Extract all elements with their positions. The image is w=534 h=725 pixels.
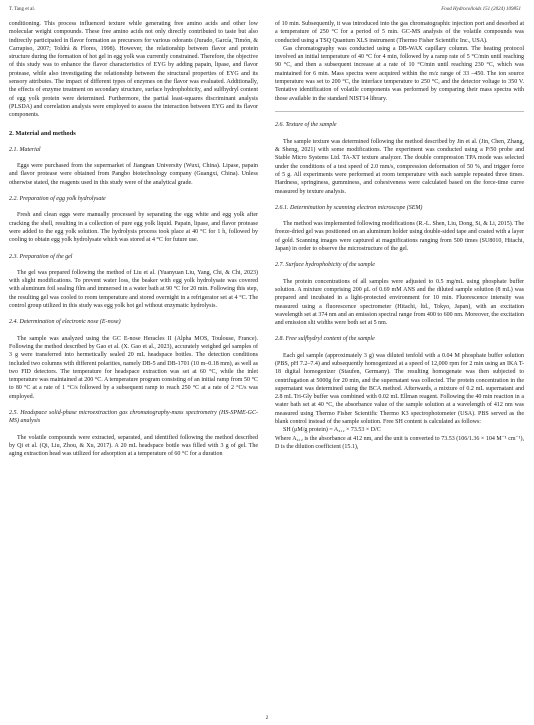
paragraph-2-4: The sample was analyzed using the GC E-nose Heracles II (Alpha MOS, Toulouse, France). Following the method described by Gao et al. (X. Gao et al., 2023), accurately weighed gel samples of 3 g were transferred into hermetically sealed 20 mL headspace bottles. The detection conditions included two columns with different polarities, namely DB-5 and DB-1701 (10 m–0.18 mm), as well as two FID detectors. The temperature for headspace extraction was set at 60 °C, while the inlet temperature was maintained at 200 °C. A temperature program consisting of an initial ramp from 50 °C to 80 °C at a rate of 1 °C/s followed by a subsequent ramp to reach 250 °C at a rate of 2 °C/s was employed. [9,335,258,400]
subsection-title-2-8: 2.8. Free sulfhydryl content of the sample [275,336,375,343]
section-title: 2. Material and methods [9,129,76,137]
paragraph-2-6: The sample texture was determined following the method described by Jin et al. (Jin, Chen, Zhang, & Sheng, 2021) with some modifications. The experiment was conducted using a P/50 probe and Stable Micro Systems Ltd. TA-XT texture analyzer. The double compression TPA mode was selected under the conditions of a test speed of 2.0 mm/s, compression deformation of 50 %, and trigger force of 5 g. All experiments were performed at room temperature with each sample repeated three times. Hardness, springiness, gumminess, and cohesiveness were calculated based on the force-time curve measured by texture analysis. [275,138,524,195]
left-column [9,20,258,458]
paragraph-2-7: The protein concentrations of all samples were adjusted to 0.5 mg/mL using phosphate buffer solution. A mixture comprising 200 μL of 0.69 mM ANS and the diluted sample solution (8 mL) was prepared and incubated in a light-protected environment for 10 min. Fluorescence intensity was measured using a fluorescence spectrometer (Hitachi, ltd., Tokyo, Japan), with an excitation wavelength set at 374 nm and an emission spectral range from 400 to 600 nm. Moreover, the excitation and emission slit widths were both set at 5 nm. [275,278,524,327]
subsection-title-2-3: 2.3. Preparation of the gel [9,253,73,260]
paragraph-2-1: Eggs were purchased from the supermarket of Jiangnan University (Wuxi, China). Lipase, papain and flavor protease were obtained from Pangbo biotechnology company (Guangxi, China). Unless otherwise stated, the reagents used in this study were of the analytical grade. [9,163,258,186]
continued-paragraph: of 10 min. Subsequently, it was introduced into the gas chromatographic injection port and desorbed at a temperature of 250 °C for a period of 5 min. GC-MS analysis of the volatile compounds was conducted using a TSQ Quantum XLS instrument (Thermo Fisher Scientific Inc., USA). [275,21,524,44]
paragraph-2-2: Fresh and clean eggs were manually processed by separating the egg white and egg yolk after cracking the shell, resulting in a collection of pure egg yolk liquid. Papain, lipase, and flavor protease were added to the egg yolk solution. The hydrolysis process took place at 40 °C for 1 h, followed by cooling to obtain egg yolk hydrolysate which was stored at 4 °C for future use. [9,212,258,244]
intro-paragraph: conditioning. This process influenced texture while generating free amino acids and other low molecular weight compounds. These free amino acids not only directly contributed to taste but also indirectly participated in flavor formation as precursors for various odorants (Jurado, García, Timón, & Carrapiso, 2007; Toldrá & Flores, 1998). However, the relationship between flavor and protein structure during the formation of hot gel in egg yolk was currently constrained. Therefore, the objective of this study was to enhance the flavor characteristics of EYG by adding papain, lipase, and flavor protease, while also investigating the relationship between the structural properties of EYG and its sensory attributes. The impact of different types of enzymes on the flavor was evaluated. Additionally, the effects of enzyme treatment on secondary structure, surface hydrophobicity, and sulfhydryl content of egg yolk protein were determined. Furthermore, the partial least-squares discriminant analysis (PLSDA) and correlation analysis were employed to assess the interaction between EYG and its flavor components. [9,21,258,119]
paragraph-2-3: The gel was prepared following the method of Liu et al. (Yuanyuan Liu, Yang, Chi, & Chi, 2023) with slight modifications. To prevent water loss, the beaker with egg yolk hydrolysate was covered with aluminum foil sealing film and immersed in a water bath at 90 °C for 20 min. Following this step, the resulting gel was cooled to room temperature and stored overnight in a refrigerator set at 4 °C. The control group utilized in this study was egg yolk hot gel without enzymatic hydrolysis. [9,269,258,310]
subsection-title-2-6: 2.6. Texture of the sample [275,122,337,129]
paragraph-2-5: The volatile compounds were extracted, separated, and identified following the method described by Qi et al. (Qi, Liu, Zhou, & Xu, 2017). A 20 mL headspace bottle was filled with 3 g of gel. The aging extraction head was utilized for adsorption at a temperature of 60 °C for a duration [9,434,258,458]
equation: SH (μM/g protein) = A₄₁₂ × 73.53 × D/C [283,427,381,434]
subsection-title-2-1: 2.1. Material [9,146,41,153]
running-header-authors: T. Tang et al. [9,7,35,12]
page-number: 2 [265,715,269,721]
paragraph-2-6-1: The method was implemented following modifications (R.-L. Shen, Liu, Dong, Si, & Li, 2015). The freeze-dried gel was positioned on an aluminum holder using double-sided tape and coated with a layer of gold. Scanning images were captured at magnifications ranging from 500 times (SU8010, Hitachi, Japan) in order to observe the microstructure of the gel. [275,221,524,253]
gc-paragraph: Gas chromatography was conducted using a DB-WAX capillary column. The heating protocol involved an initial temperature of 40 °C for 4 min, followed by a ramp rate of 5 °C/min until reaching 90 °C, and then a subsequent increase at a rate of 10 °C/min until reaching 230 °C, which was maintained for 6 min. Mass spectra were acquired within the m/z range of 33 –450. The ion source temperature was set to 200 °C, the interface temperature to 250 °C, and the detector voltage to 350 V. Tentative identification of volatile components was performed by comparing their mass spectra with those available in the standard NIST14 library. [275,45,524,102]
where-paragraph: Where A₄₁₂ is the absorbance at 412 nm, and the unit is converted to 73.53 (106/1.36 × 104 M⁻¹ cm⁻¹), D is the dilution coefficient (15.1), [275,435,524,450]
subsection-title-2-7: 2.7. Surface hydrophobicity of the sample [275,262,375,269]
subsection-title-2-6-1: 2.6.1. Determination by scanning electron microscope (SEM) [275,204,423,211]
subsection-title-2-2: 2.2. Preparation of egg yolk hydrolysate [9,196,106,203]
running-header-journal: Food Hydrocolloids 151 (2024) 109851 [441,7,521,12]
divider [275,111,524,112]
paragraph-2-8: Each gel sample (approximately 3 g) was diluted tenfold with a 0.04 M phosphate buffer solution (PBS, pH 7.2–7.4) and subsequently homogenized at a speed of 12,000 rpm for 2 min using an IKA T-18 digital homogenizer (Staufen, Germany). The resulting homogenate was then subjected to centrifugation at 5000g for 20 min, and the supernatant was collected. The protein concentration in the supernatant was determined using the BCA method. Afterwards, a mixture of 0.2 mL supernatant and 2.8 mL Tri-Gly buffer was combined with 0.02 mL Ellman reagent. Following the 40 min reaction in a water bath set at 40 °C, the absorbance value of the sample solution at a wavelength of 412 nm was measured using Thermo Fisher Scientific Thermo K3 spectrophotometer (USA). PBS served as the blank control instead of the sample solution. Free SH content is calculated as follows: [275,352,524,426]
subsection-title-2-5: 2.5. Headspace solid-phase microextraction gas chromatography-mass spectrometry (HS-SPME-GC-MS) analysis [9,409,258,425]
right-column [275,20,524,451]
subsection-title-2-4: 2.4. Determination of electronic nose (E-nose) [9,319,121,326]
